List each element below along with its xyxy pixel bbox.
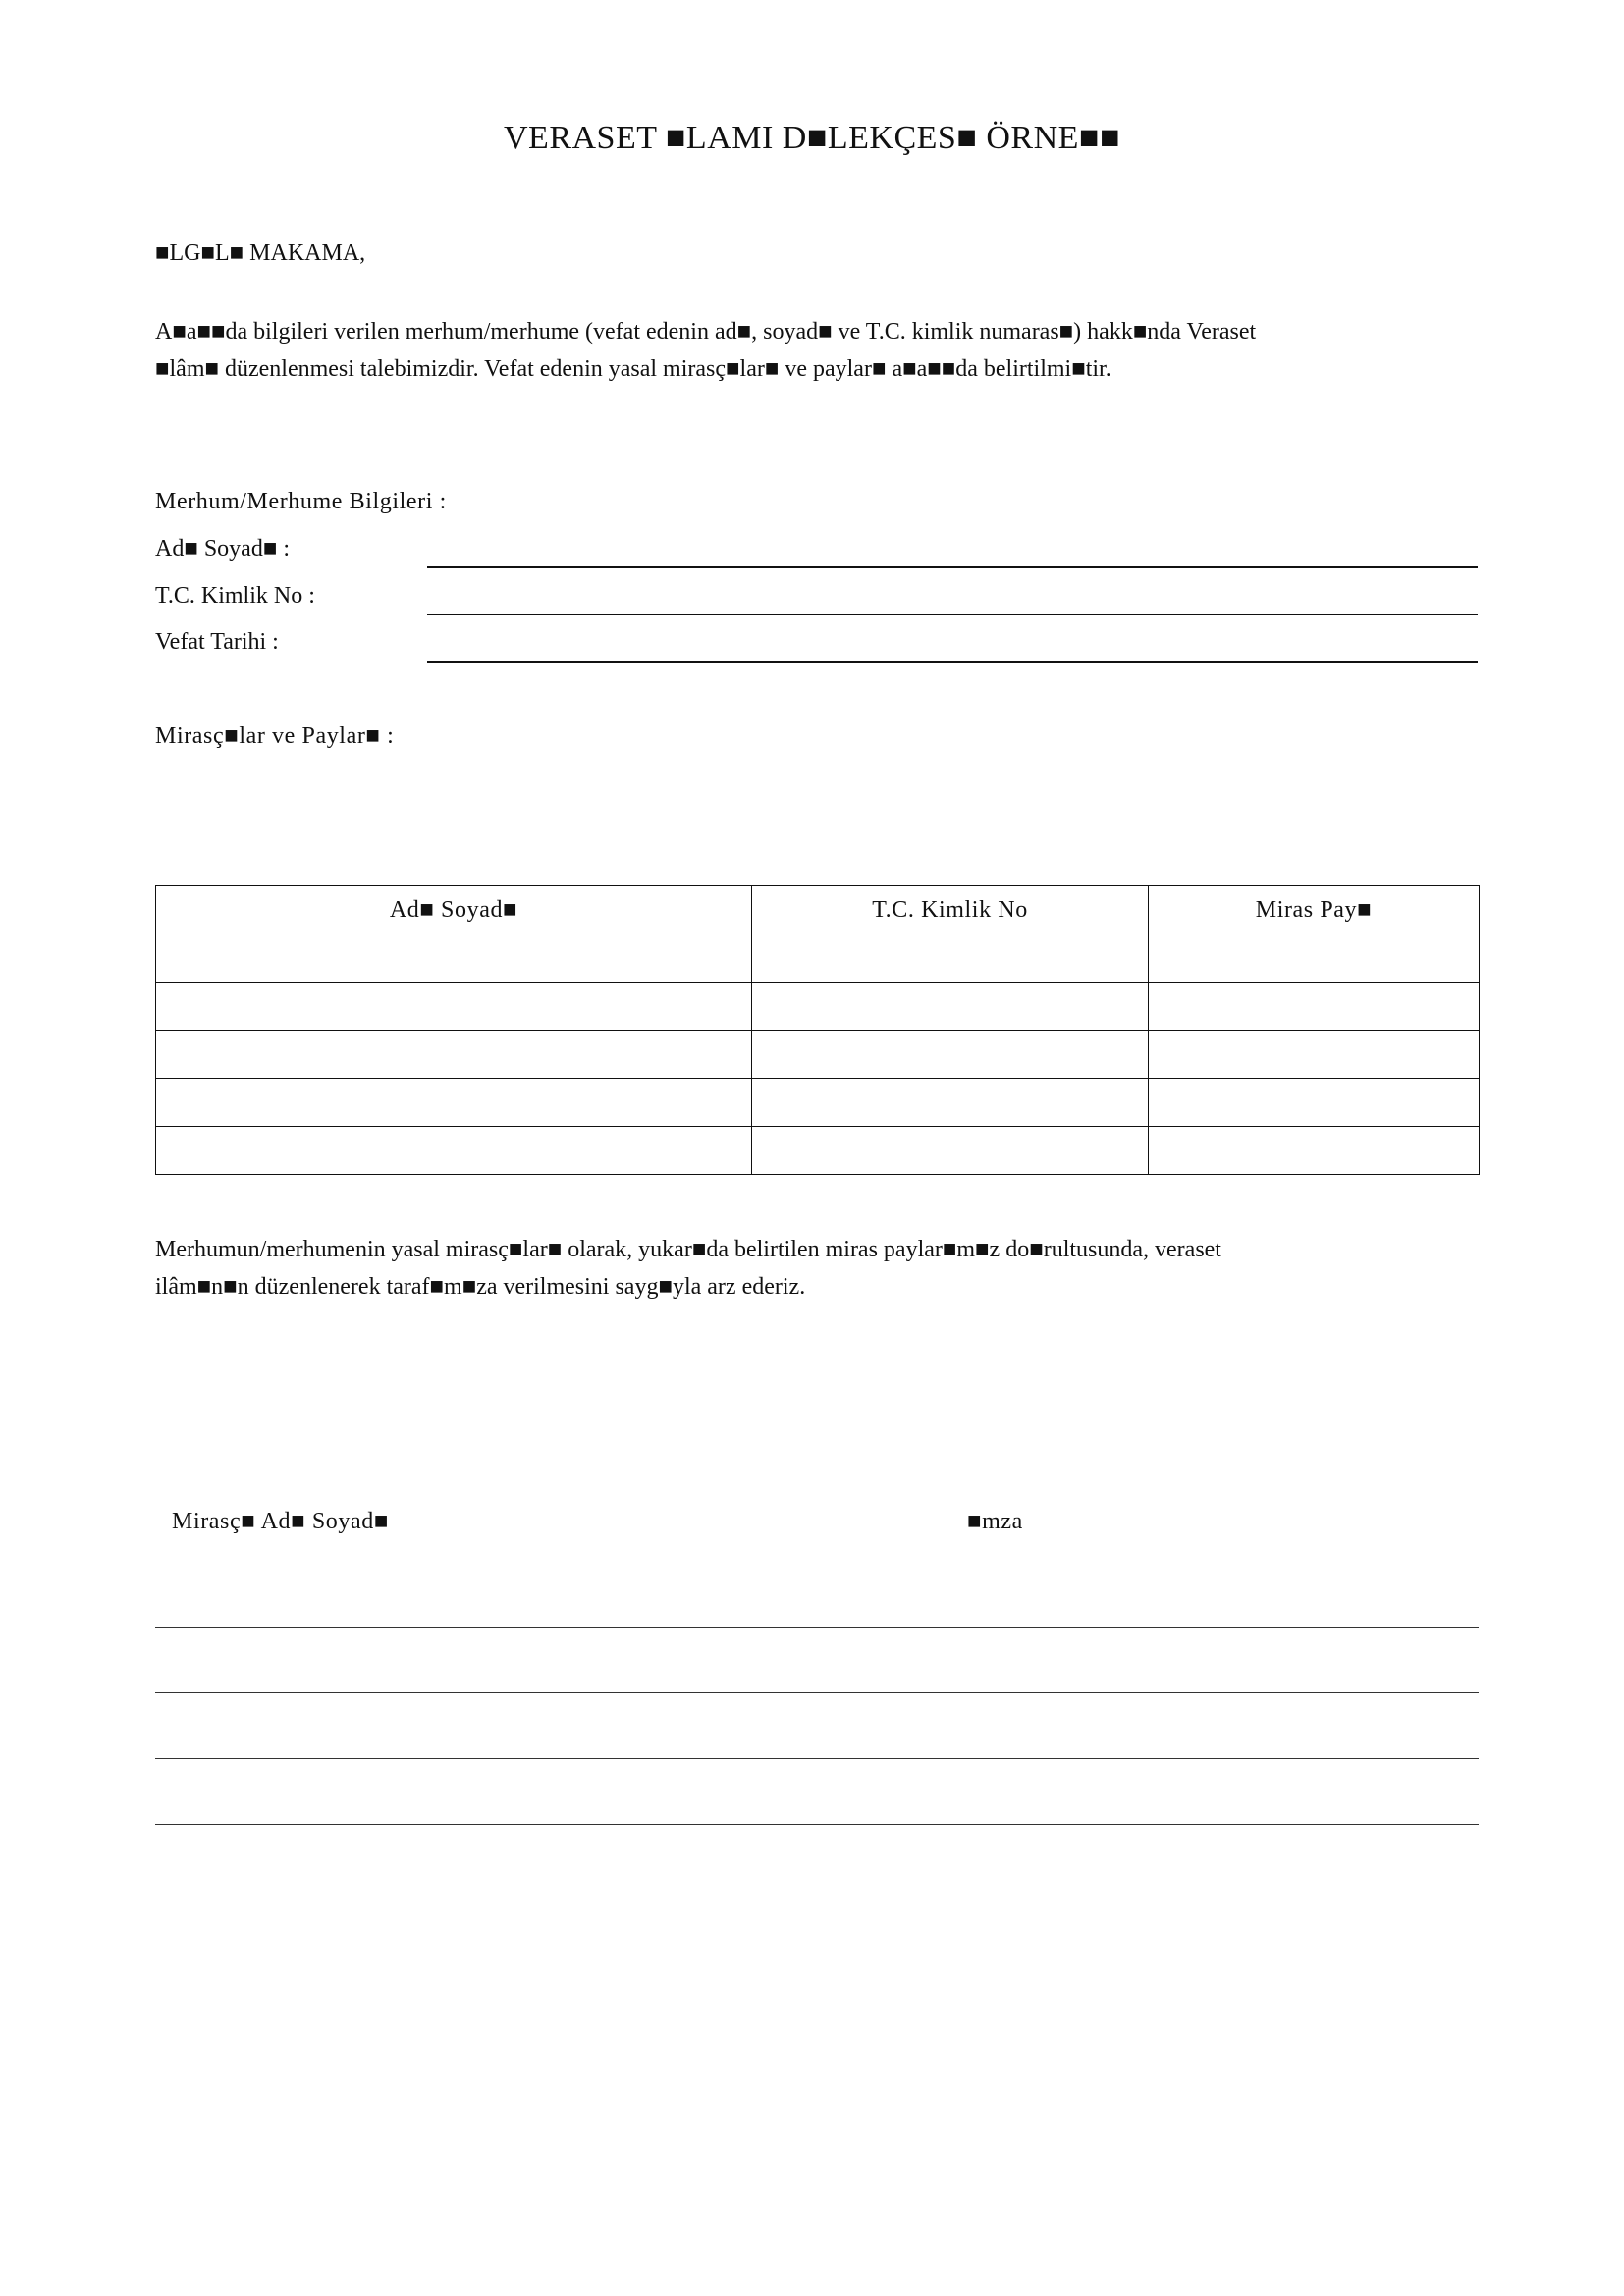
table-cell[interactable] xyxy=(156,1079,752,1127)
table-cell[interactable] xyxy=(752,1079,1149,1127)
table-header-row xyxy=(156,886,1480,934)
field-line-name[interactable] xyxy=(427,566,1478,568)
deceased-section-label: Merhum/Merhume Bilgileri : xyxy=(155,489,447,514)
column-header-tc-no: T.C. Kimlik No xyxy=(752,886,1149,934)
heir-name-label: Mirasç■ Ad■ Soyad■ xyxy=(172,1509,389,1534)
heirs-section-label: Mirasç■lar ve Paylar■ : xyxy=(155,723,395,749)
table-row xyxy=(156,934,1480,983)
table-cell[interactable] xyxy=(156,934,752,983)
field-line-tc-no[interactable] xyxy=(427,614,1478,615)
table-row xyxy=(156,1127,1480,1175)
addressee: ■LG■L■ MAKAMA, xyxy=(155,240,366,266)
table-row xyxy=(156,983,1480,1031)
table-cell[interactable] xyxy=(752,1127,1149,1175)
signature-label: ■mza xyxy=(967,1509,1023,1534)
field-label-name: Ad■ Soyad■ : xyxy=(155,536,290,561)
table-cell[interactable] xyxy=(1149,1127,1480,1175)
signature-line[interactable] xyxy=(155,1692,1479,1693)
signature-line[interactable] xyxy=(155,1758,1479,1759)
closing-line: Merhumun/merhumenin yasal mirasç■lar■ olarak, yukar■da belirtilen miras paylar■m■z do■rultusunda, veraset xyxy=(155,1237,1221,1262)
field-label-death-date: Vefat Tarihi : xyxy=(155,629,279,655)
page-title: VERASET ■LAMI D■LEKÇES■ ÖRNE■■ xyxy=(504,120,1120,156)
signature-line[interactable] xyxy=(155,1824,1479,1825)
table-cell[interactable] xyxy=(1149,1031,1480,1079)
table-cell[interactable] xyxy=(156,1031,752,1079)
table-cell[interactable] xyxy=(752,934,1149,983)
column-header-name: Ad■ Soyad■ xyxy=(156,886,752,934)
table-row xyxy=(156,1079,1480,1127)
column-header-share: Miras Pay■ xyxy=(1149,886,1480,934)
signature-line[interactable] xyxy=(155,1627,1479,1628)
table-cell[interactable] xyxy=(1149,934,1480,983)
table-cell[interactable] xyxy=(752,1031,1149,1079)
closing-paragraph xyxy=(155,1231,1481,1306)
field-line-death-date[interactable] xyxy=(427,661,1478,663)
closing-line: ilâm■n■n düzenlenerek taraf■m■za verilmesini sayg■yla arz ederiz. xyxy=(155,1274,806,1300)
table-cell[interactable] xyxy=(156,1127,752,1175)
table-cell[interactable] xyxy=(752,983,1149,1031)
table-cell[interactable] xyxy=(156,983,752,1031)
table-row xyxy=(156,1031,1480,1079)
field-label-tc-no: T.C. Kimlik No : xyxy=(155,583,315,609)
intro-line: A■a■■da bilgileri verilen merhum/merhume (vefat edenin ad■, soyad■ ve T.C. kimlik numaras■) hakk■nda Veraset xyxy=(155,319,1257,345)
table-cell[interactable] xyxy=(1149,983,1480,1031)
intro-line: ■lâm■ düzenlenmesi talebimizdir. Vefat edenin yasal mirasç■lar■ ve paylar■ a■a■■da belirtilmi■tir. xyxy=(155,356,1111,382)
heirs-table xyxy=(155,885,1480,1175)
table-cell[interactable] xyxy=(1149,1079,1480,1127)
intro-paragraph xyxy=(155,313,1481,388)
